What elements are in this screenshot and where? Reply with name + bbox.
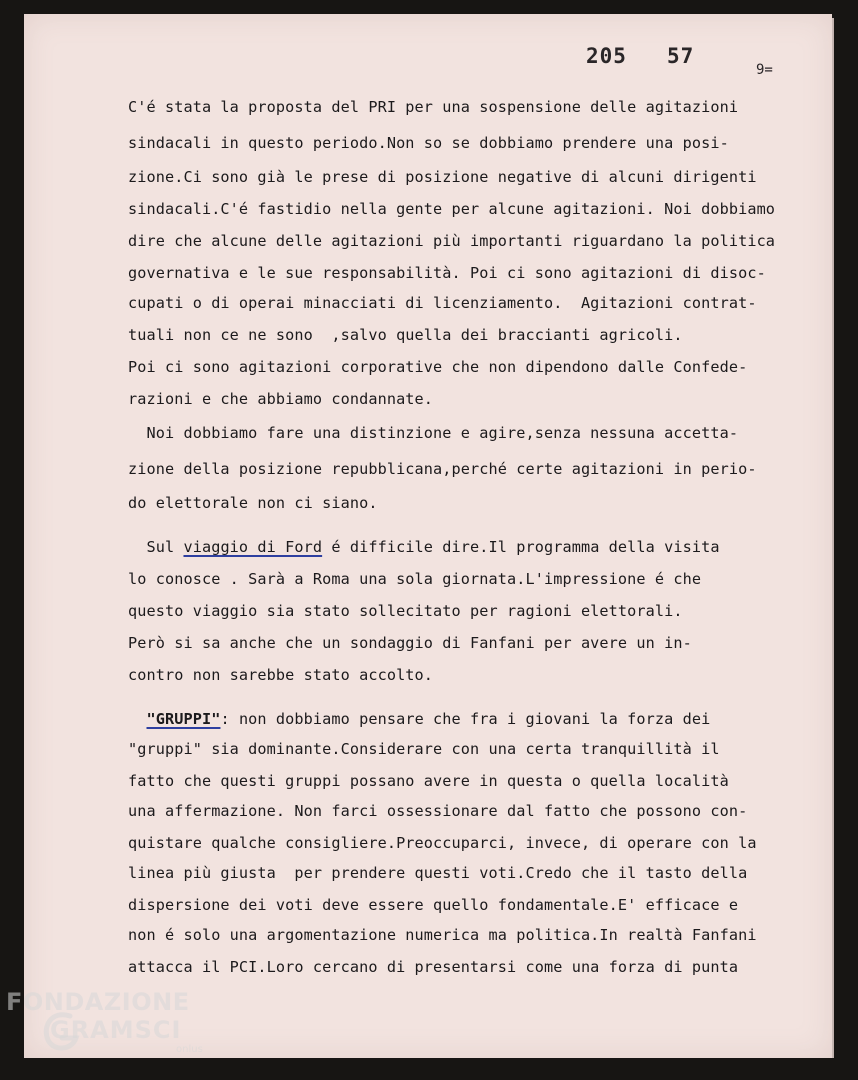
text-fragment: : non dobbiamo pensare che fra i giovani la forza dei (220, 710, 711, 728)
text-line: C'é stata la proposta del PRI per una sospensione delle agitazioni (128, 98, 739, 116)
text-line: Però si sa anche che un sondaggio di Fanfani per avere un in- (128, 634, 692, 652)
text-fragment: é difficile dire.Il programma della visita (322, 538, 720, 556)
text-line: governativa e le sue responsabilità. Poi ci sono agitazioni di disoc- (128, 264, 766, 282)
text-line: lo conosce . Sarà a Roma una sola giornata.L'impressione é che (128, 570, 702, 588)
text-line: fatto che questi gruppi possano avere in questa o quella località (128, 772, 729, 790)
text-line: sindacali in questo periodo.Non so se dobbiamo prendere una posi- (128, 134, 729, 152)
text-line: contro non sarebbe stato accolto. (128, 666, 434, 684)
page-mark: 9= (756, 62, 773, 78)
text-line: cupati o di operai minacciati di licenziamento. Agitazioni contrat- (128, 294, 757, 312)
text-line: do elettorale non ci siano. (128, 494, 378, 512)
gruppi-heading: "GRUPPI" (146, 710, 221, 728)
text-line: dispersione dei voti deve essere quello fondamentale.E' efficace e (128, 896, 739, 914)
text-line: attacca il PCI.Loro cercano di presentarsi come una forza di punta (128, 958, 739, 976)
text-line (128, 710, 710, 728)
text-line: quistare qualche consigliere.Preoccuparci, invece, di operare con la (128, 834, 757, 852)
text-line: una affermazione. Non farci ossessionare dal fatto che possono con- (128, 802, 748, 820)
text-line: Poi ci sono agitazioni corporative che non dipendono dalle Confede- (128, 358, 748, 376)
text-line: dire che alcune delle agitazioni più importanti riguardano la politica (128, 232, 776, 250)
underlined-phrase: viaggio di Ford (183, 538, 323, 556)
watermark-name: GRAMSCI (50, 1016, 182, 1044)
text-line: zione.Ci sono già le prese di posizione negative di alcuni dirigenti (128, 168, 757, 186)
text-line (128, 538, 720, 556)
text-line: tuali non ce ne sono ,salvo quella dei braccianti agricoli. (128, 326, 683, 344)
archive-page-numbers (586, 44, 694, 68)
text-line: zione della posizione repubblicana,perché certe agitazioni in perio- (128, 460, 757, 478)
text-line: questo viaggio sia stato sollecitato per ragioni elettorali. (128, 602, 683, 620)
watermark-title: FONDAZIONE (6, 988, 190, 1016)
fondazione-gramsci-watermark (6, 988, 216, 1064)
text-line: non é solo una argomentazione numerica ma politica.In realtà Fanfani (128, 926, 757, 944)
text-line: sindacali.C'é fastidio nella gente per alcune agitazioni. Noi dobbiamo (128, 200, 776, 218)
text-line: "gruppi" sia dominante.Considerare con una certa tranquillità il (128, 740, 720, 758)
page-number-right: 57 (666, 44, 695, 68)
text-fragment: Sul (128, 538, 184, 556)
text-line: Noi dobbiamo fare una distinzione e agire,senza nessuna accetta- (128, 424, 739, 442)
text-line: razioni e che abbiamo condannate. (128, 390, 434, 408)
page-number-left: 205 (586, 44, 627, 68)
text-fragment (128, 710, 147, 728)
watermark-sub: onlus (176, 1044, 203, 1055)
text-line: linea più giusta per prendere questi voti.Credo che il tasto della (128, 864, 748, 882)
